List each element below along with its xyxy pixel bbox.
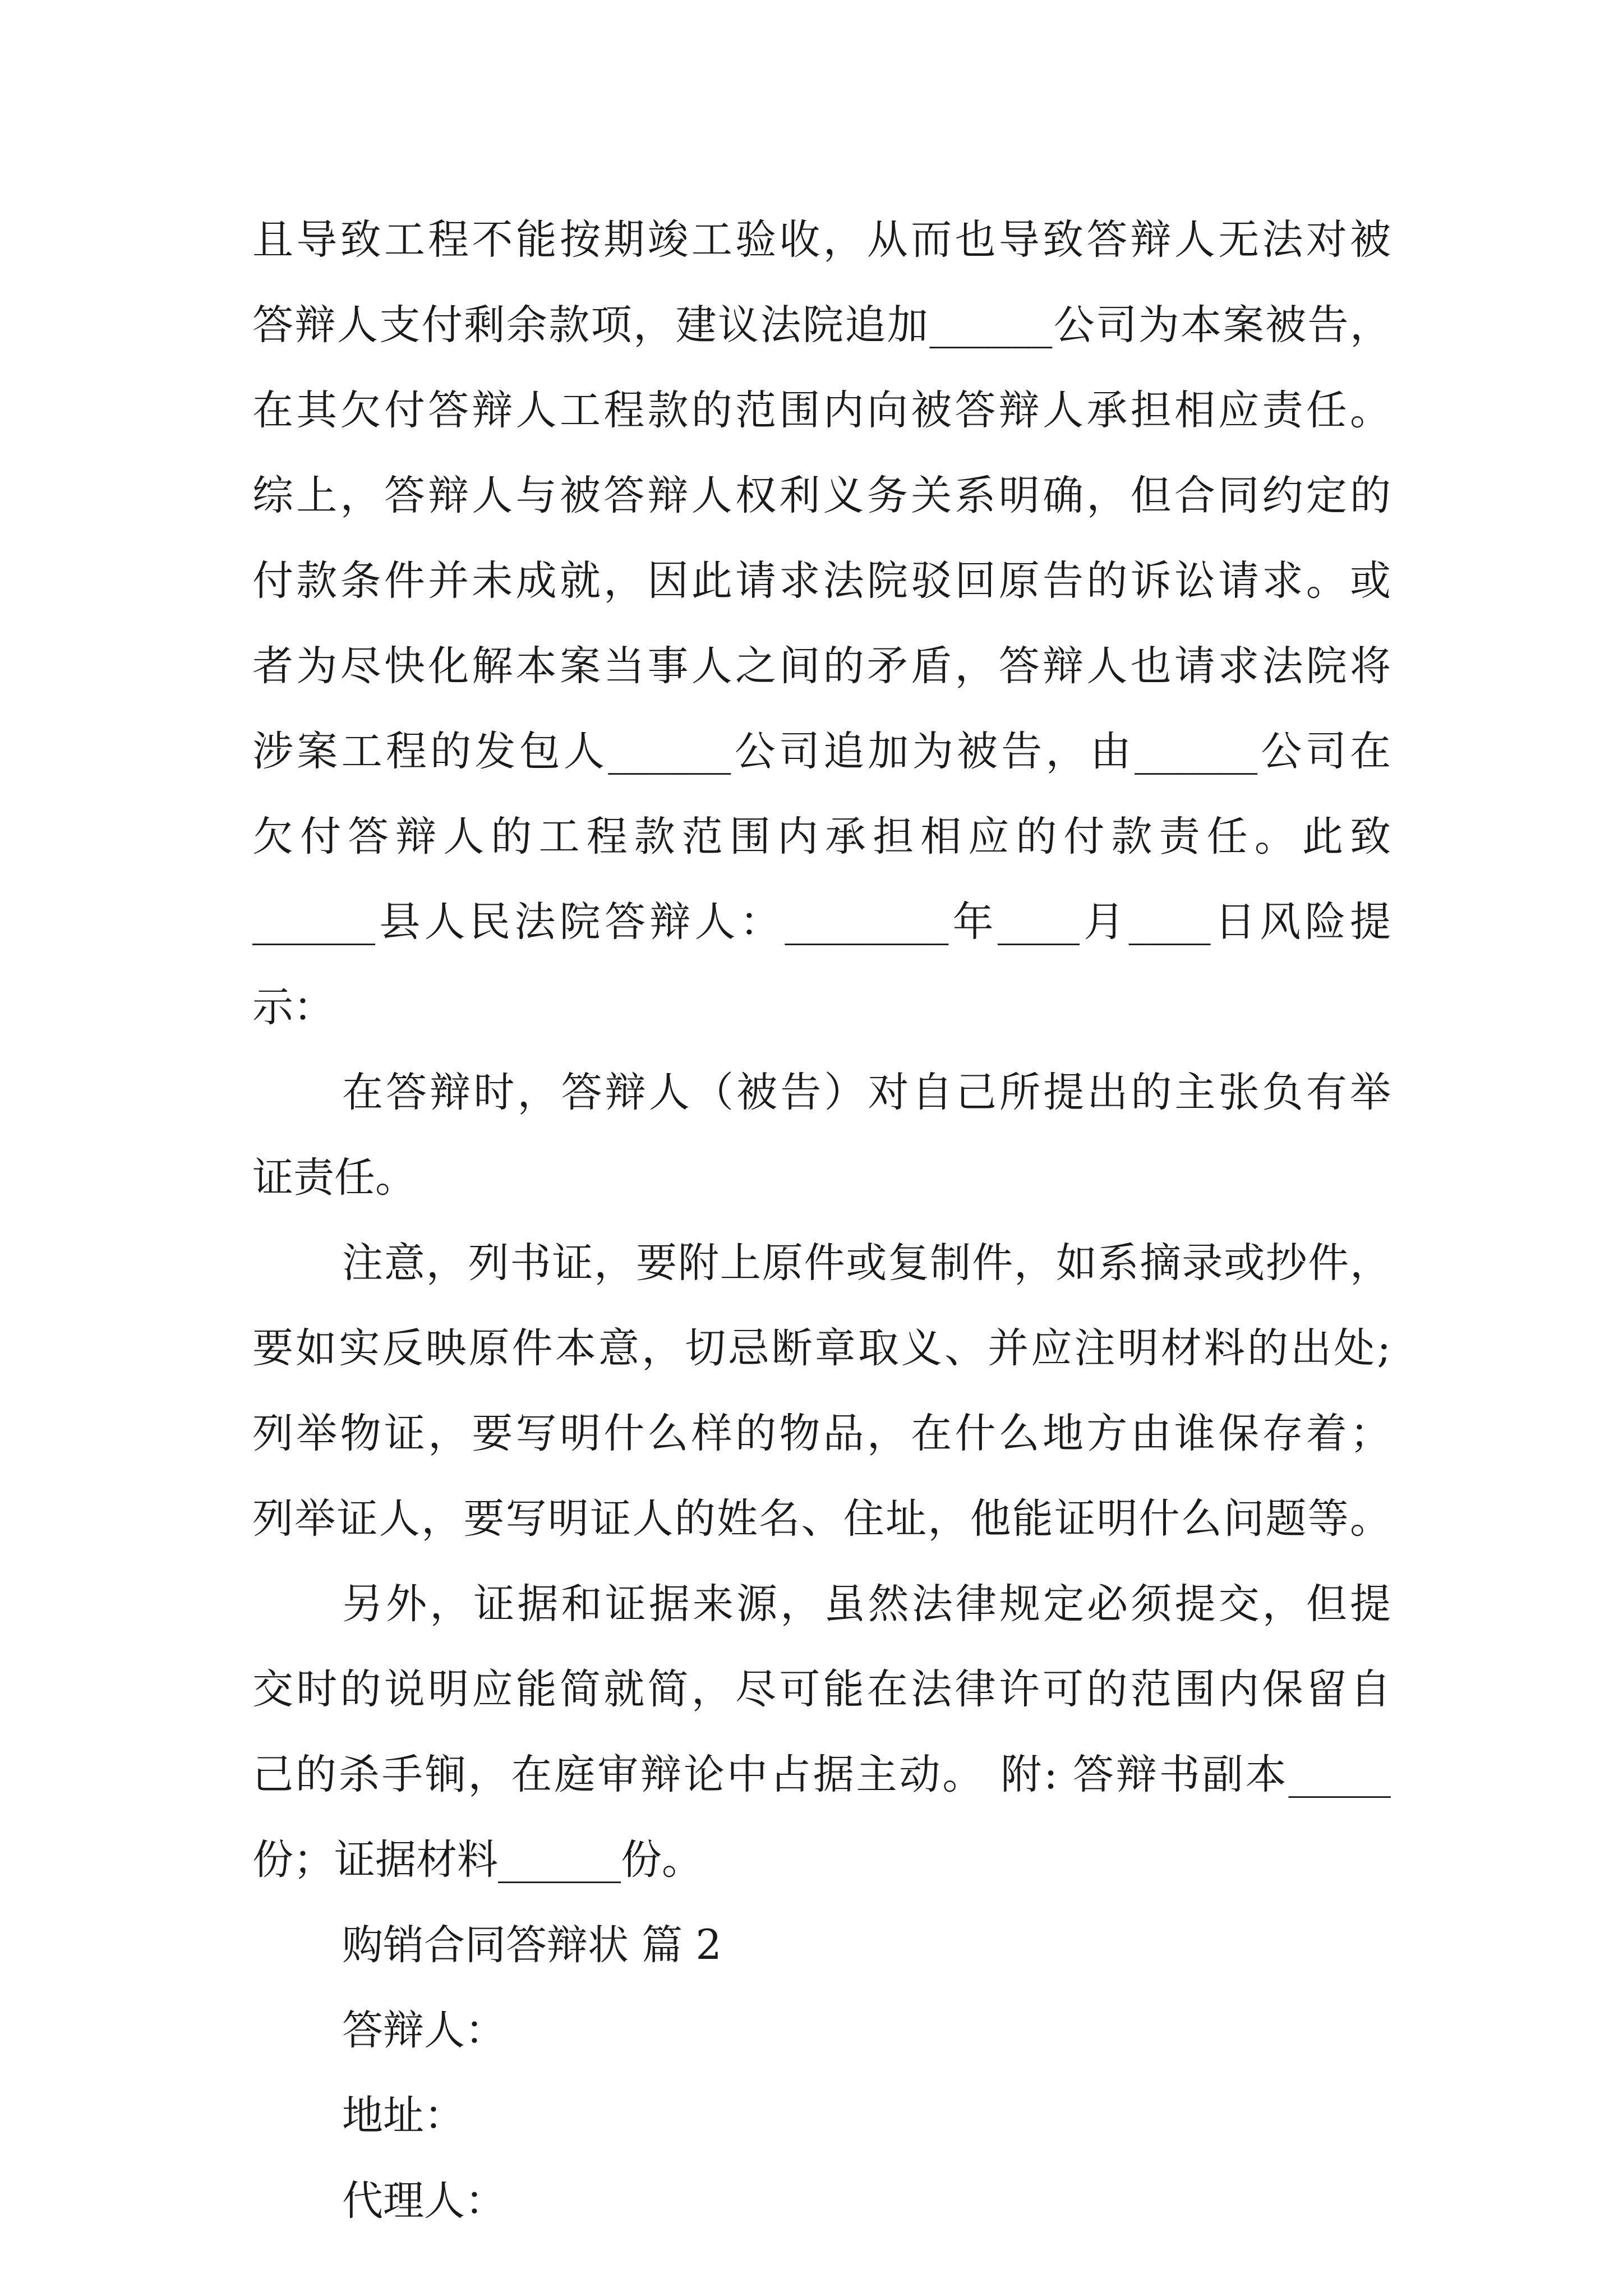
- text-line: 在其欠付答辩人工程款的范围内向被答辩人承担相应责任。: [252, 386, 1391, 434]
- text-line: 份；证据材料______份。: [252, 1836, 703, 1884]
- paragraph-start-line: 另外，证据和证据来源，虽然法律规定必须提交，但提: [342, 1580, 1391, 1628]
- text-line: ______县人民法院答辩人：________年____月____日风险提: [252, 898, 1391, 946]
- paragraph-start-line: 在答辩时，答辩人（被告）对自己所提出的主张负有举: [342, 1069, 1391, 1116]
- text-line: 要如实反映原件本意，切忌断章取义、并应注明材料的出处;: [252, 1324, 1391, 1372]
- text-line: 列举证人，要写明证人的姓名、住址，他能证明什么问题等。: [252, 1495, 1391, 1543]
- address-label: 地址：: [342, 2092, 465, 2139]
- respondent-label: 答辩人：: [342, 2007, 506, 2054]
- text-line: 付款条件并未成就，因此请求法院驳回原告的诉讼请求。或: [252, 557, 1391, 605]
- text-line: 答辩人支付剩余款项，建议法院追加______公司为本案被告，: [252, 301, 1391, 349]
- text-line: 综上，答辩人与被答辩人权利义务关系明确，但合同约定的: [252, 472, 1391, 519]
- text-line: 者为尽快化解本案当事人之间的矛盾，答辩人也请求法院将: [252, 642, 1391, 690]
- section-heading: 购销合同答辩状 篇 2: [342, 1921, 722, 1969]
- text-line: 且导致工程不能按期竣工验收，从而也导致答辩人无法对被: [252, 216, 1391, 264]
- text-line: 己的杀手锏，在庭审辩论中占据主动。 附: 答辩书副本_____: [252, 1751, 1391, 1798]
- text-line: 涉案工程的发包人______公司追加为被告，由______公司在: [252, 728, 1391, 775]
- text-line: 列举物证，要写明什么样的物品，在什么地方由谁保存着；: [252, 1410, 1391, 1457]
- text-line: 示：: [252, 983, 334, 1031]
- agent-label: 代理人：: [342, 2177, 506, 2225]
- paragraph-start-line: 注意，列书证，要附上原件或复制件，如系摘录或抄件，: [342, 1239, 1391, 1287]
- text-line: 欠付答辩人的工程款范围内承担相应的付款责任。此致: [252, 813, 1391, 861]
- text-line: 交时的说明应能简就简，尽可能在法律许可的范围内保留自: [252, 1665, 1391, 1713]
- text-line: 证责任。: [252, 1154, 416, 1202]
